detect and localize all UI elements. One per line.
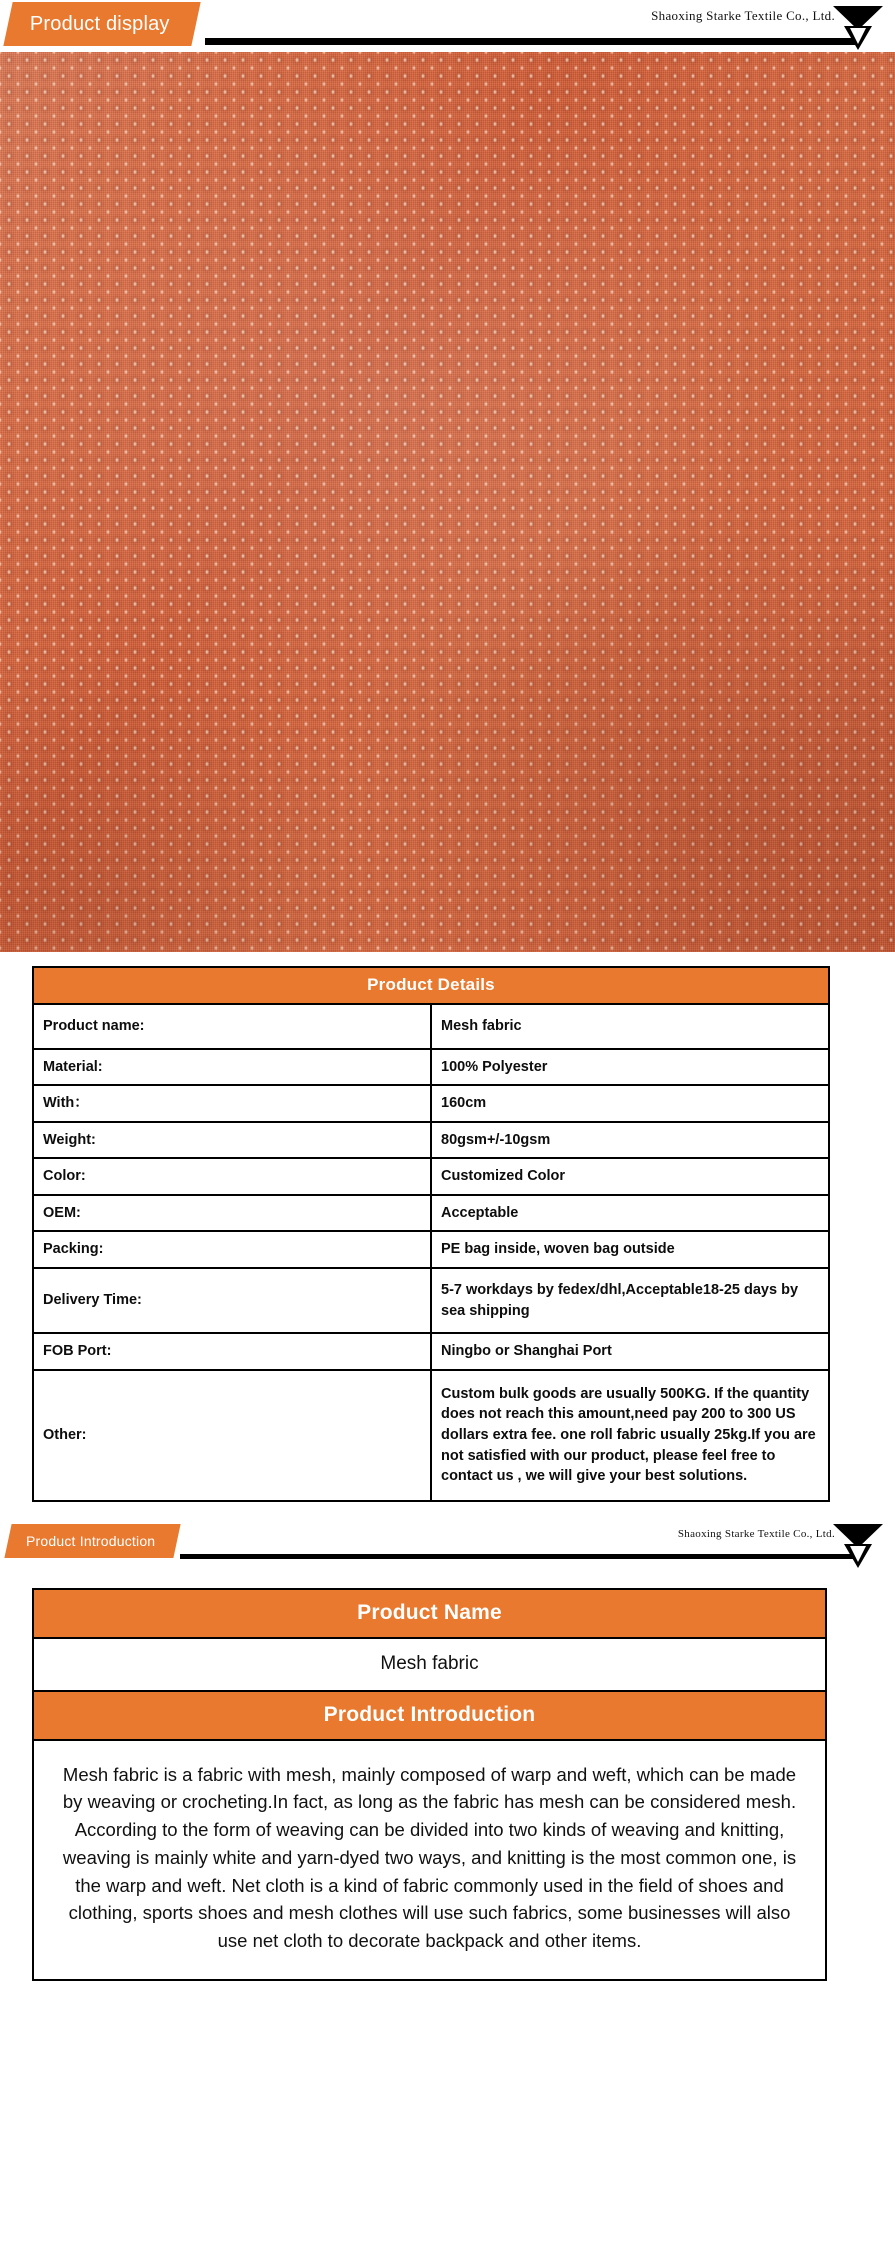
row-value-color: Customized Color <box>431 1158 829 1195</box>
row-key-width: With： <box>33 1085 431 1122</box>
table-row <box>33 1004 829 1049</box>
row-value-delivery-time: 5-7 workdays by fedex/dhl,Acceptable18-25 days by sea shipping <box>431 1268 829 1333</box>
row-key-fob-port: FOB Port: <box>33 1333 431 1370</box>
row-key-weight: Weight: <box>33 1122 431 1159</box>
product-introduction-section-header <box>0 1518 895 1570</box>
product-display-section-header <box>0 0 895 52</box>
triangle-down-icon <box>831 1522 885 1568</box>
company-name-introduction: Shaoxing Starke Textile Co., Ltd. <box>677 1527 835 1540</box>
product-introduction-tag-label: Product Introduction <box>26 1532 156 1549</box>
table-row <box>33 1158 829 1195</box>
table-row <box>33 1268 829 1333</box>
row-key-packing: Packing: <box>33 1231 431 1268</box>
row-value-other: Custom bulk goods are usually 500KG. If the quantity does not reach this amount,need pay 200 to 300 US dollars extra fee. one roll fabric usually 25kg.If you are not satisfied with our product, please feel free to contact us , we will give your best solutions. <box>431 1370 829 1501</box>
row-key-material: Material: <box>33 1049 431 1086</box>
product-details-section <box>0 952 895 1502</box>
row-key-other: Other: <box>33 1370 431 1501</box>
table-row <box>33 1691 826 1740</box>
row-value-product-name: Mesh fabric <box>431 1004 829 1049</box>
row-value-material: 100% Polyester <box>431 1049 829 1086</box>
row-value-oem: Acceptable <box>431 1195 829 1232</box>
row-value-width: 160cm <box>431 1085 829 1122</box>
product-introduction-header: Product Introduction <box>33 1691 826 1740</box>
row-key-color: Color: <box>33 1158 431 1195</box>
row-value-fob-port: Ningbo or Shanghai Port <box>431 1333 829 1370</box>
table-row <box>33 1740 826 1980</box>
row-key-product-name: Product name: <box>33 1004 431 1049</box>
table-row <box>33 1333 829 1370</box>
company-name-display: Shaoxing Starke Textile Co., Ltd. <box>651 8 835 23</box>
table-header-row <box>33 967 829 1004</box>
product-introduction-table <box>32 1588 827 1981</box>
triangle-down-icon <box>831 4 885 50</box>
table-row <box>33 1049 829 1086</box>
row-value-packing: PE bag inside, woven bag outside <box>431 1231 829 1268</box>
table-row <box>33 1638 826 1691</box>
header-rule-line <box>205 38 855 45</box>
product-introduction-body-cell <box>33 1740 826 1980</box>
product-display-tag-label: Product display <box>30 12 170 35</box>
row-value-weight: 80gsm+/-10gsm <box>431 1122 829 1159</box>
row-key-oem: OEM: <box>33 1195 431 1232</box>
product-photo-mesh-fabric <box>0 52 895 952</box>
product-name-header: Product Name <box>33 1589 826 1638</box>
product-name-value: Mesh fabric <box>33 1638 826 1691</box>
header-rule-line <box>180 1554 857 1559</box>
table-row <box>33 1231 829 1268</box>
table-row <box>33 1370 829 1501</box>
product-introduction-paragraph: Mesh fabric is a fabric with mesh, mainly composed of warp and weft, which can be made by weaving or crocheting.In fact, as long as the fabric has mesh can be considered mesh. According to the form of weaving can be divided into two kinds of weaving and knitting, weaving is mainly white and yarn-dyed two ways, and knitting is the most common one, is the warp and weft. Net cloth is a kind of fabric commonly used in the field of shoes and clothing, sports shoes and mesh clothes will use such fabrics, some businesses will also use net cloth to decorate backpack and other items. <box>62 1763 797 1952</box>
table-row <box>33 1195 829 1232</box>
table-row <box>33 1589 826 1638</box>
product-details-table <box>32 966 830 1502</box>
table-row <box>33 1122 829 1159</box>
table-row <box>33 1085 829 1122</box>
row-key-delivery-time: Delivery Time: <box>33 1268 431 1333</box>
product-display-tag <box>3 2 200 46</box>
product-details-title: Product Details <box>33 967 829 1004</box>
product-introduction-tag <box>4 1524 181 1558</box>
